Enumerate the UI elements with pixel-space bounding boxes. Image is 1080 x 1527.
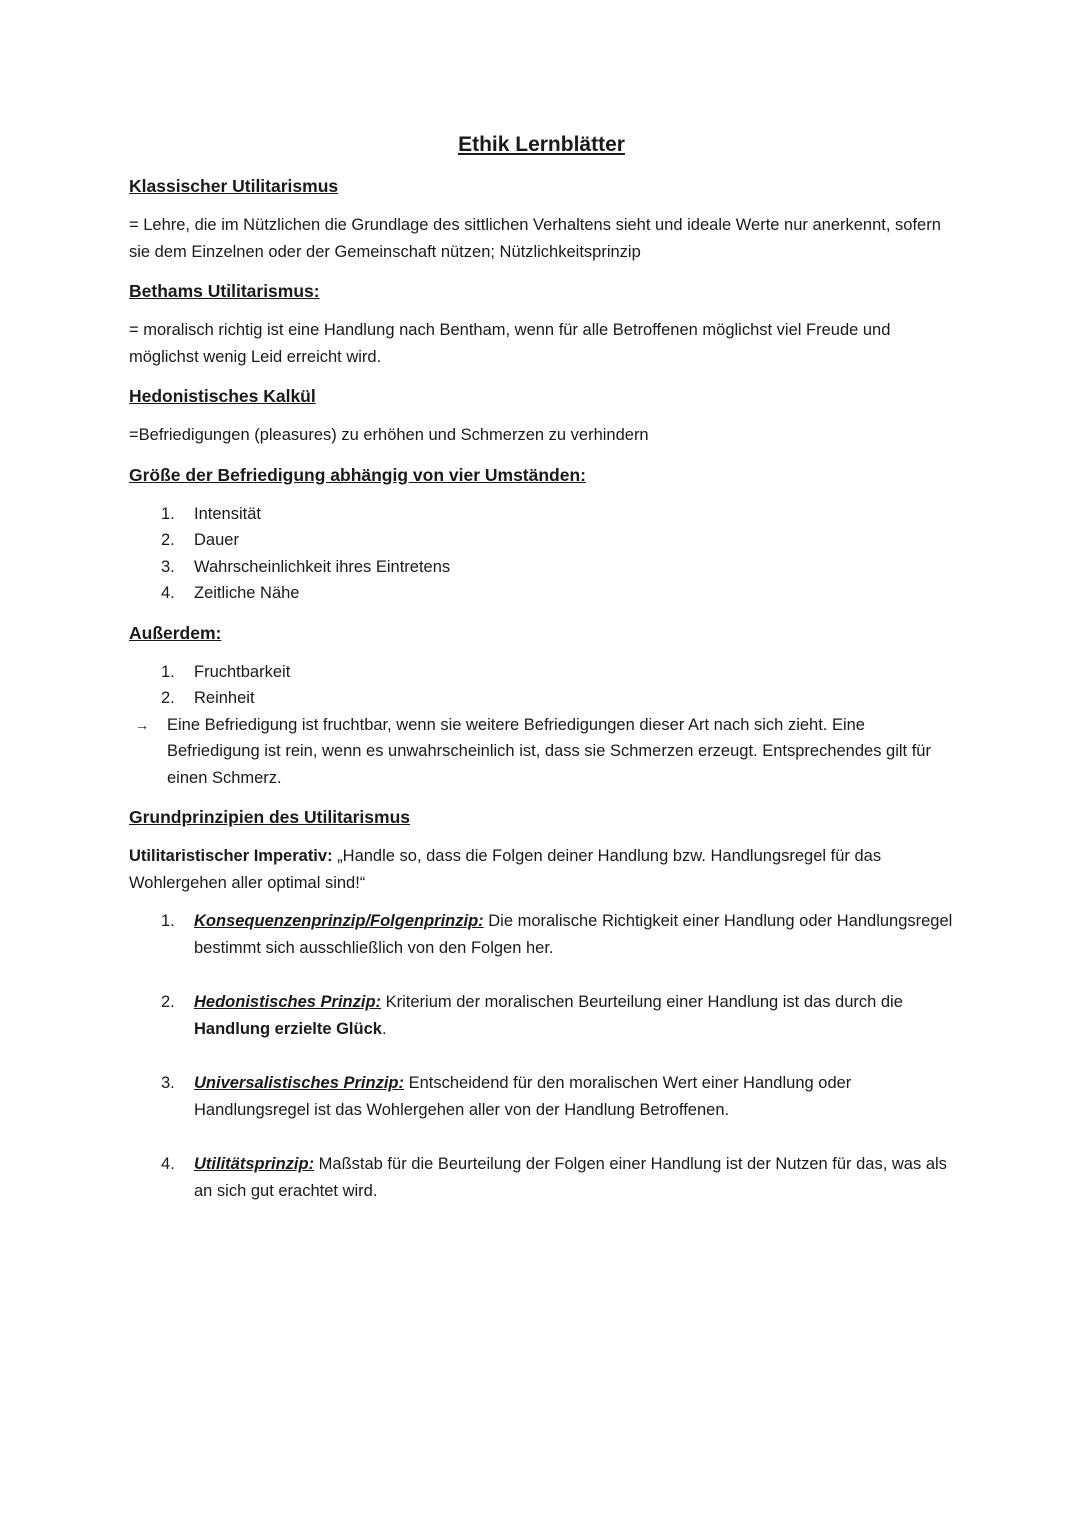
principle-text: Entscheidend für den moralischen Wert einer Handlung oder Handlungsregel ist das Wohlergehen aller von der Handlung Betroffenen. xyxy=(194,1074,852,1119)
heading-besides: Außerdem: xyxy=(129,622,222,643)
list-item xyxy=(129,659,954,686)
principle-tail: . xyxy=(381,1019,387,1038)
principle-term: Utilitätsprinzip: xyxy=(194,1155,315,1173)
list-item xyxy=(129,1070,954,1123)
list-number: 1. xyxy=(161,912,175,930)
principle-text: Maßstab für die Beurteilung der Folgen einer Handlung ist der Nutzen für das, was als an sich gut erachtet wird. xyxy=(194,1155,947,1200)
principle-term: Konsequenzenprinzip/Folgenprinzip: xyxy=(194,912,484,930)
document-content xyxy=(129,128,954,1216)
principle-bold-text: Handlung erzielte Glück xyxy=(194,1019,382,1038)
list-number: 4. xyxy=(161,584,175,602)
list-text: Intensität xyxy=(194,504,261,523)
principle-text: Die moralische Richtigkeit einer Handlung oder Handlungsregel bestimmt sich ausschließlich von den Folgen her. xyxy=(194,912,953,957)
pleasure-size-list xyxy=(129,501,954,607)
heading-pleasure-size: Größe der Befriedigung abhängig von vier Umständen: xyxy=(129,464,586,485)
arrow-note-text: Eine Befriedigung ist fruchtbar, wenn sie weitere Befriedigungen dieser Art nach sich zieht. Eine Befriedigung ist rein, wenn es unwahrscheinlich ist, dass sie Schmerzen erzeugt. Entsprechendes gilt für einen Schmerz. xyxy=(167,715,931,787)
list-item xyxy=(129,501,954,528)
list-item xyxy=(129,554,954,581)
document-title: Ethik Lernblätter xyxy=(458,133,625,156)
principle-term: Hedonistisches Prinzip: xyxy=(194,993,382,1011)
definition-bentham-utilitarianism: = moralisch richtig ist eine Handlung nach Bentham, wenn für alle Betroffenen möglichst viel Freude und möglichst wenig Leid erreicht wird. xyxy=(129,321,891,366)
list-text: Reinheit xyxy=(194,689,255,707)
list-text: Fruchtbarkeit xyxy=(194,662,291,681)
list-number: 2. xyxy=(161,689,175,707)
list-number: 3. xyxy=(161,1074,175,1092)
definition-classic-utilitarianism: = Lehre, die im Nützlichen die Grundlage des sittlichen Verhaltens sieht und ideale Werte nur anerkennt, sofern sie dem Einzelnen oder der Gemeinschaft nützen; Nützlichkeitsprinzip xyxy=(129,216,941,261)
list-number: 2. xyxy=(161,993,175,1011)
definition-hedonistic-calculus: =Befriedigungen (pleasures) zu erhöhen und Schmerzen zu verhindern xyxy=(129,426,649,444)
principle-term: Universalistisches Prinzip: xyxy=(194,1074,404,1092)
list-number: 1. xyxy=(161,504,175,523)
heading-classic-utilitarianism: Klassischer Utilitarismus xyxy=(129,176,339,196)
utilitarian-imperative xyxy=(129,843,954,896)
list-item xyxy=(129,989,954,1042)
list-text: Dauer xyxy=(194,531,239,549)
arrow-right-icon: → xyxy=(135,716,149,733)
list-item xyxy=(129,908,954,961)
imperative-text: „Handle so, dass die Folgen deiner Handlung bzw. Handlungsregel für das Wohlergehen aller optimal sind!“ xyxy=(129,847,882,892)
principle-text: Kriterium der moralischen Beurteilung einer Handlung ist das durch die xyxy=(381,993,903,1011)
list-text: Wahrscheinlichkeit ihres Eintretens xyxy=(194,557,451,576)
list-item xyxy=(129,580,954,607)
list-number: 2. xyxy=(161,531,175,549)
list-text: Zeitliche Nähe xyxy=(194,584,300,602)
heading-hedonistic-calculus: Hedonistisches Kalkül xyxy=(129,386,316,406)
heading-bentham-utilitarianism: Bethams Utilitarismus: xyxy=(129,281,320,301)
list-number: 3. xyxy=(161,557,175,576)
besides-list xyxy=(129,659,954,712)
list-item xyxy=(129,685,954,712)
heading-principles: Grundprinzipien des Utilitarismus xyxy=(129,807,411,827)
arrow-note xyxy=(129,712,954,792)
principles-list xyxy=(129,908,954,1204)
list-number: 4. xyxy=(161,1155,175,1173)
imperative-label: Utilitaristischer Imperativ: xyxy=(129,847,333,865)
list-number: 1. xyxy=(161,662,175,681)
list-item xyxy=(129,527,954,554)
list-item xyxy=(129,1151,954,1204)
